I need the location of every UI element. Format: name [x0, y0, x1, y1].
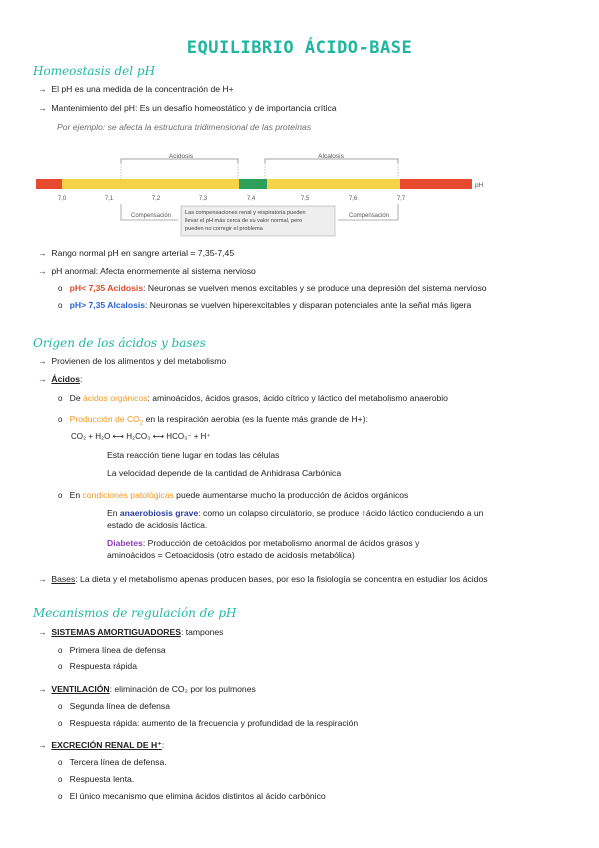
tick-label: 7,2: [151, 196, 161, 202]
sub-list-item: o De ácidos orgánicos: aminoácidos, ácidos grasos, ácido cítrico y láctico del metabolismo anaerobio: [58, 393, 448, 403]
arrow-icon: →: [38, 103, 47, 113]
bar-red-right: [400, 179, 472, 189]
arrow-icon: →: [38, 684, 47, 694]
ph-axis-label: pH: [475, 182, 484, 189]
sub-list-item: o El único mecanismo que elimina ácidos distintos al ácido carbónico: [58, 791, 326, 801]
compensation-label-right: Compensación: [348, 213, 390, 219]
circle-bullet-icon: o: [58, 491, 63, 500]
reaction-note: La velocidad depende de la cantidad de Anhidrasa Carbónica: [107, 468, 342, 478]
compensation-note-line: llevar el pH más cerca de su valor normal, pero: [185, 218, 303, 224]
reaction-note: Esta reacción tiene lugar en todas las células: [107, 450, 280, 460]
arrow-icon: →: [38, 356, 47, 366]
bar-red-left: [36, 179, 62, 189]
tick-label: 7,3: [198, 196, 208, 202]
tick-labels: [58, 196, 406, 202]
example-note: Por ejemplo: se afecta la estructura tridimensional de las proteínas: [57, 122, 312, 132]
arrow-icon: →: [38, 740, 47, 750]
circle-bullet-icon: o: [58, 702, 63, 711]
bar-yellow-right: [267, 179, 400, 189]
arrow-icon: →: [38, 248, 47, 258]
sub-list-item: o Respuesta rápida: [58, 661, 137, 671]
compensation-note-line: pueden no corregir el problema: [185, 226, 263, 232]
list-item: → Bases: La dieta y el metabolismo apenas producen bases, por eso la fisiología se concentra en estudiar los ácidos: [38, 574, 488, 584]
arrow-icon: →: [38, 266, 47, 276]
arrow-icon: →: [38, 84, 47, 94]
list-item: → SISTEMAS AMORTIGUADORES: tampones: [38, 627, 224, 637]
list-item: → EXCRECIÓN RENAL DE H⁺:: [38, 740, 165, 750]
section-heading-origen: Origen de los ácidos y bases: [33, 336, 206, 350]
list-item: → pH anormal: Afecta enormemente al sistema nervioso: [38, 266, 256, 276]
arrow-icon: →: [38, 374, 47, 384]
sub-list-item: o pH> 7,35 Alcalosis: Neuronas se vuelven hiperexcitables y disparan potenciales ante la señal más ligera: [58, 300, 472, 310]
list-item: → Rango normal pH en sangre arterial = 7,35-7,45: [38, 248, 235, 258]
circle-bullet-icon: o: [58, 646, 63, 655]
sub-list-item: o pH< 7,35 Acidosis: Neuronas se vuelven menos excitables y se produce una depresión del sistema nervioso: [58, 283, 487, 293]
circle-bullet-icon: o: [58, 758, 63, 767]
circle-bullet-icon: o: [58, 284, 63, 293]
sub-list-item: o En condiciones patológicas puede aumentarse mucho la producción de ácidos orgánicos: [58, 490, 409, 500]
tick-label: 7,0: [57, 196, 67, 202]
sub-list-item: o Segunda línea de defensa: [58, 701, 170, 711]
arrow-icon: →: [38, 627, 47, 637]
anaerobiosis-note-cont: estado de acidosis láctica.: [107, 520, 208, 530]
tick-label: 7,6: [348, 196, 358, 202]
dotted-guides: [121, 163, 398, 179]
tick-label: 7,7: [396, 196, 406, 202]
circle-bullet-icon: o: [58, 792, 63, 801]
sub-list-item: o Respuesta lenta.: [58, 774, 135, 784]
bar-yellow-left: [62, 179, 239, 189]
tick-label: 7,5: [300, 196, 310, 202]
circle-bullet-icon: o: [58, 415, 63, 424]
tick-label: 7,1: [104, 196, 114, 202]
compensation-label-left: Compensación: [130, 213, 172, 219]
sub-list-item: o Primera línea de defensa: [58, 645, 166, 655]
list-item: → Mantenimiento del pH: Es un desafío homeostático y de importancia crítica: [38, 103, 337, 113]
circle-bullet-icon: o: [58, 662, 63, 671]
list-item: → VENTILACIÓN: eliminación de CO₂ por los pulmones: [38, 684, 256, 694]
alcalosis-label: Alcalosis: [318, 153, 344, 160]
circle-bullet-icon: o: [58, 394, 63, 403]
circle-bullet-icon: o: [58, 301, 63, 310]
tick-label: 7,4: [246, 196, 256, 202]
circle-bullet-icon: o: [58, 719, 63, 728]
list-item: → Ácidos:: [38, 374, 83, 384]
diabetes-note-cont: aminoácidos = Cetoacidosis (otro estado de acidosis metabólica): [107, 550, 355, 560]
acidosis-label: Acidosis: [168, 153, 194, 160]
anaerobiosis-note: En anaerobiosis grave: como un colapso circulatorio, se produce ↑ácido láctico conduciendo a un: [107, 508, 484, 518]
circle-bullet-icon: o: [58, 775, 63, 784]
list-item: → Provienen de los alimentos y del metabolismo: [38, 356, 227, 366]
bar-green-normal: [239, 179, 267, 189]
arrow-icon: →: [38, 574, 47, 584]
sub-list-item: o Tercera línea de defensa.: [58, 757, 167, 767]
sub-list-item: o Producción de $CO_2$ en la respiración aerobia (es la fuente más grande de H+):: [58, 414, 368, 427]
section-heading-homeostasis: Homeostasis del pH: [33, 64, 156, 78]
section-heading-mecanismos: Mecanismos de regulación de pH: [33, 606, 237, 620]
ph-scale-figure: [33, 150, 493, 240]
equation: CO₂ + H₂O ⟷ H₂CO₃ ⟷ HCO₃⁻ + H⁺: [71, 432, 211, 441]
diabetes-note: Diabetes: Producción de cetoácidos por metabolismo anormal de ácidos grasos y: [107, 538, 420, 548]
sub-list-item: o Respuesta rápida: aumento de la frecuencia y profundidad de la respiración: [58, 718, 359, 728]
list-item: → El pH es una medida de la concentración de H+: [38, 84, 234, 94]
page-title: EQUILIBRIO ÁCIDO-BASE: [186, 38, 413, 58]
compensation-note-line: Las compensaciones renal y respiratoria pueden: [185, 210, 306, 216]
